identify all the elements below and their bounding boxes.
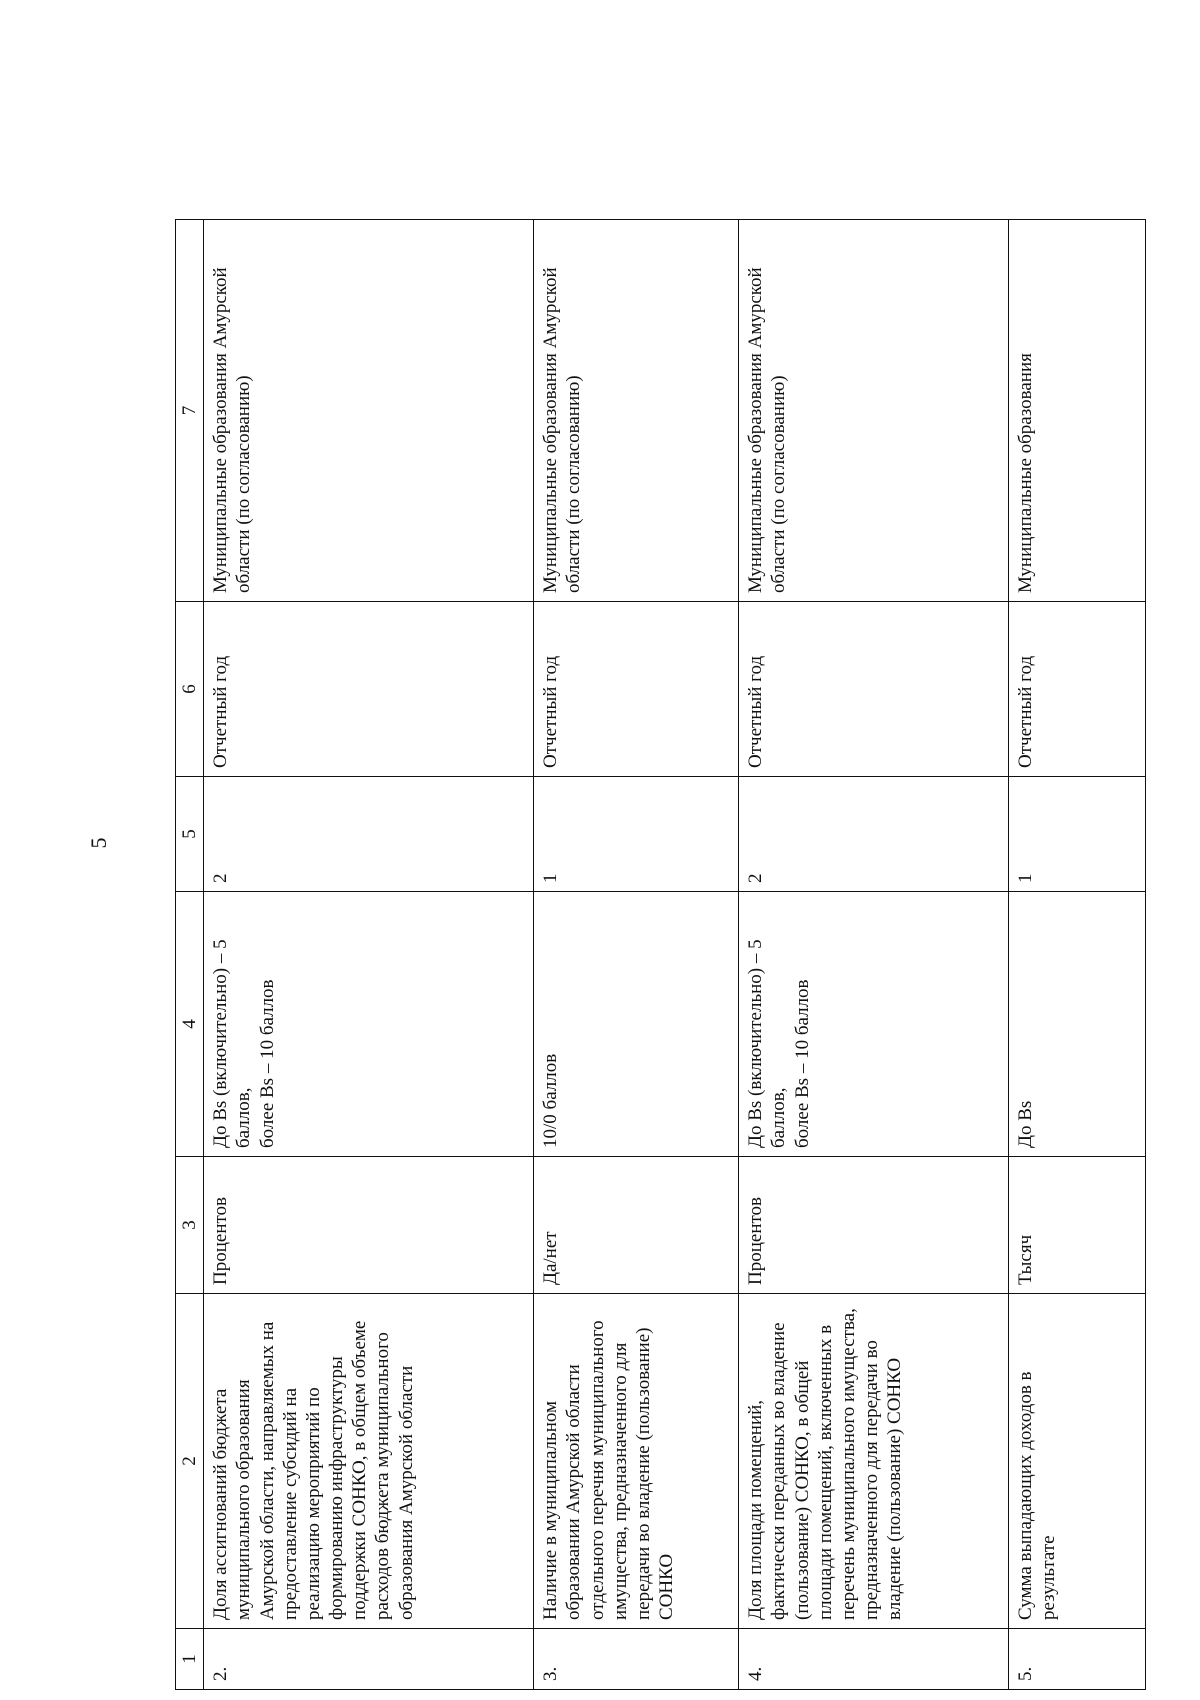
- period-cell: Отчетный год: [534, 602, 739, 777]
- header-cell-7: 7: [176, 220, 204, 602]
- unit-cell: Да/нет: [534, 1157, 739, 1294]
- weight-cell: 1: [1009, 777, 1146, 892]
- row-number: 3.: [534, 1629, 739, 1690]
- source-cell: Муниципальные образования Амурской области (по согласованию): [204, 220, 534, 602]
- unit-cell: Процентов: [204, 1157, 534, 1294]
- table-row: [534, 220, 739, 1690]
- unit-cell: Тысяч: [1009, 1157, 1146, 1294]
- unit-cell: Процентов: [739, 1157, 1009, 1294]
- table-row: [1009, 220, 1146, 1690]
- source-cell: Муниципальные образования Амурской области (по согласованию): [534, 220, 739, 602]
- row-number: 2.: [204, 1629, 534, 1690]
- scoring-cell: До Bs: [1009, 892, 1146, 1157]
- indicator-cell: Доля площади помещений, фактически переданных во владение (пользование) СОНКО, в общей площади помещений, включенных в перечень муниципального имущества, предназначенного для передачи во владение (пользование) СОНКО: [739, 1294, 1009, 1629]
- header-cell-2: 2: [176, 1294, 204, 1629]
- row-number: 4.: [739, 1629, 1009, 1690]
- header-cell-3: 3: [176, 1157, 204, 1294]
- weight-cell: 1: [534, 777, 739, 892]
- source-cell: Муниципальные образования: [1009, 220, 1146, 602]
- table-row: [739, 220, 1009, 1690]
- indicator-cell: Сумма выпадающих доходов в результате: [1009, 1294, 1146, 1629]
- header-cell-6: 6: [176, 602, 204, 777]
- indicator-cell: Наличие в муниципальном образовании Амурской области отдельного перечня муниципального имущества, предназначенного для передачи во владение (пользование) СОНКО: [534, 1294, 739, 1629]
- header-cell-4: 4: [176, 892, 204, 1157]
- source-cell: Муниципальные образования Амурской области (по согласованию): [739, 220, 1009, 602]
- table-row: [204, 220, 534, 1690]
- row-number: 5.: [1009, 1629, 1146, 1690]
- weight-cell: 2: [204, 777, 534, 892]
- scoring-cell: До Bs (включительно) – 5 баллов, более Bs – 10 баллов: [739, 892, 1009, 1157]
- header-row: [176, 220, 204, 1690]
- period-cell: Отчетный год: [204, 602, 534, 777]
- scoring-cell: До Bs (включительно) – 5 баллов, более Bs – 10 баллов: [204, 892, 534, 1157]
- page-number: 5: [86, 837, 111, 849]
- period-cell: Отчетный год: [1009, 602, 1146, 777]
- header-cell-5: 5: [176, 777, 204, 892]
- scoring-cell: 10/0 баллов: [534, 892, 739, 1157]
- period-cell: Отчетный год: [739, 602, 1009, 777]
- header-cell-1: 1: [176, 1629, 204, 1690]
- rotated-table-container: [175, 220, 1145, 1690]
- weight-cell: 2: [739, 777, 1009, 892]
- indicator-cell: Доля ассигнований бюджета муниципального образования Амурской области, направляемых на предоставление субсидий на реализацию мероприятий по формированию инфраструктуры поддержки СОНКО, в общем объеме расходов бюджета муниципального образования Амурской области: [204, 1294, 534, 1629]
- criteria-table: [175, 219, 1146, 1690]
